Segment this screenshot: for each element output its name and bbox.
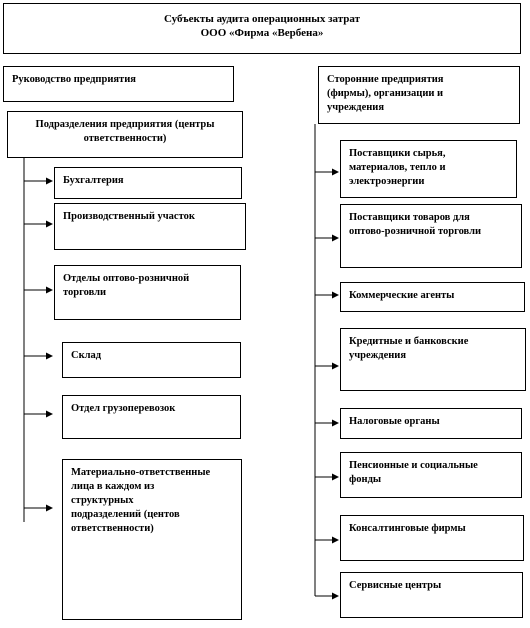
divisions-box: Подразделения предприятия (центры ответственности) bbox=[7, 111, 243, 158]
left-item-warehouse: Склад bbox=[62, 342, 241, 378]
right-item-credit-institutions: Кредитные и банковские учреждения bbox=[340, 328, 526, 391]
external-organizations-box: Сторонние предприятия (фирмы), организации и учреждения bbox=[318, 66, 520, 124]
management-box: Руководство предприятия bbox=[3, 66, 234, 102]
right-item-consulting-firms: Консалтинговые фирмы bbox=[340, 515, 524, 561]
left-item-responsible-persons: Материально-ответственные лица в каждом из структурных подразделений (центов ответственности) bbox=[62, 459, 242, 620]
left-item-trade-departments: Отделы оптово-розничной торговли bbox=[54, 265, 241, 320]
right-item-raw-material-suppliers: Поставщики сырья, материалов, тепло и электроэнергии bbox=[340, 140, 517, 198]
right-item-service-centers: Сервисные центры bbox=[340, 572, 523, 618]
left-item-accounting: Бухгалтерия bbox=[54, 167, 242, 199]
left-item-freight-department: Отдел грузоперевозок bbox=[62, 395, 241, 439]
left-item-production-site: Производственный участок bbox=[54, 203, 246, 250]
right-item-pension-funds: Пенсионные и социальные фонды bbox=[340, 452, 522, 498]
right-item-commercial-agents: Коммерческие агенты bbox=[340, 282, 525, 312]
right-item-tax-authorities: Налоговые органы bbox=[340, 408, 522, 439]
diagram-title: Субъекты аудита операционных затрат ООО «Фирма «Вербена» bbox=[3, 3, 521, 54]
right-item-goods-suppliers: Поставщики товаров для оптово-розничной торговли bbox=[340, 204, 522, 268]
